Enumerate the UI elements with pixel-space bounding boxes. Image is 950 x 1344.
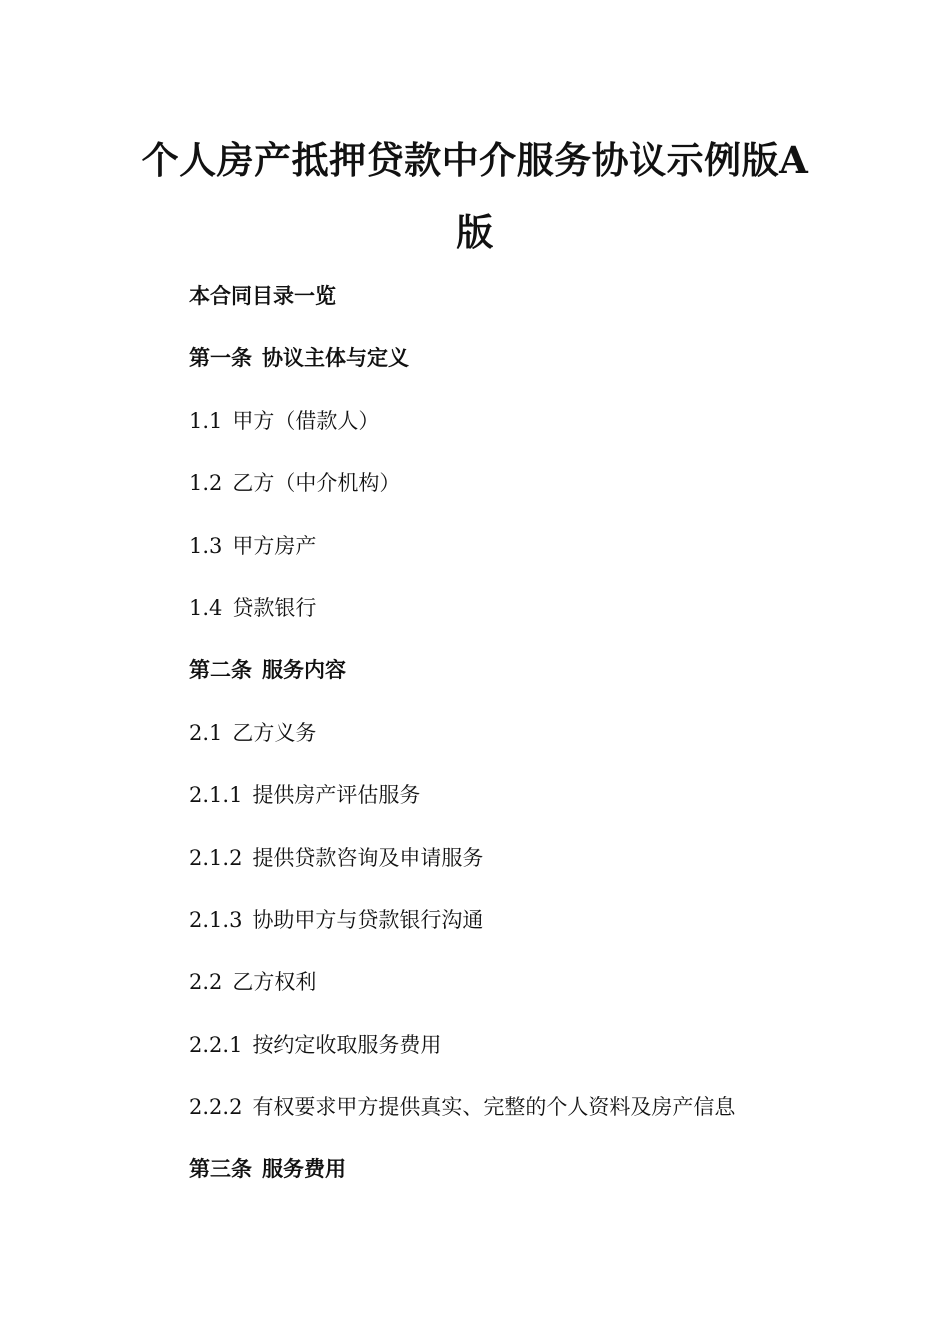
toc-entry: [189, 338, 889, 400]
toc-entry-text: 乙方权利: [232, 970, 317, 995]
toc-entry-number: 2.1.2: [189, 845, 243, 870]
toc-entry-text: 贷款银行: [232, 595, 317, 620]
toc-entry-text: 按约定收取服务费用: [252, 1032, 442, 1057]
toc-entry-text: 协议主体与定义: [262, 345, 409, 371]
toc-entry-number: 2.1.1: [189, 783, 243, 808]
toc-entry-number: 第二条: [189, 657, 252, 683]
toc-entry-text: 甲方（借款人）: [232, 408, 380, 433]
toc-entry: [189, 526, 889, 588]
toc-entry: [189, 1087, 889, 1149]
toc-entry-number: 第三条: [189, 1156, 252, 1182]
toc-entry: [189, 588, 889, 650]
toc-entry: [189, 650, 889, 712]
toc-entry-text: 服务内容: [262, 657, 346, 683]
toc-entry-number: 1.1: [189, 408, 223, 433]
toc-entry-text: 有权要求甲方提供真实、完整的个人资料及房产信息: [252, 1095, 736, 1120]
toc-entry: [189, 1149, 889, 1211]
toc-entry-text: 乙方（中介机构）: [232, 471, 401, 496]
toc-entry: [189, 900, 889, 962]
toc-entry: [189, 1025, 889, 1087]
toc-entry-text: 提供贷款咨询及申请服务: [252, 845, 484, 870]
toc-entry: [189, 962, 889, 1024]
title-line-2: 版: [456, 210, 494, 254]
toc-entry-text: 服务费用: [262, 1156, 346, 1182]
toc-entry-number: 2.1: [189, 720, 223, 745]
title-line-1: 个人房产抵押贷款中介服务协议示例版A: [141, 138, 809, 182]
toc-entry-number: 1.3: [189, 533, 223, 558]
toc-entry: [189, 838, 889, 900]
toc-entry-number: 2.2.1: [189, 1032, 243, 1057]
toc-entry-number: 2.2.2: [189, 1095, 243, 1120]
toc-entry-number: 2.2: [189, 970, 223, 995]
toc-entry-text: 甲方房产: [232, 533, 317, 558]
page-title: [0, 124, 950, 268]
toc-entry-text: 提供房产评估服务: [252, 783, 421, 808]
toc-entry: [189, 401, 889, 463]
toc-entry-number: 2.1.3: [189, 907, 243, 932]
toc-heading: 本合同目录一览: [189, 283, 336, 308]
toc-entry-text: 协助甲方与贷款银行沟通: [252, 907, 484, 932]
toc-entry: [189, 775, 889, 837]
toc-entry-number: 第一条: [189, 345, 252, 371]
toc-entry: [189, 463, 889, 525]
toc-entry: [189, 713, 889, 775]
toc-entry-text: 乙方义务: [232, 720, 317, 745]
table-of-contents: [189, 276, 889, 1212]
toc-entry-number: 1.4: [189, 595, 223, 620]
toc-entry-number: 1.2: [189, 471, 223, 496]
